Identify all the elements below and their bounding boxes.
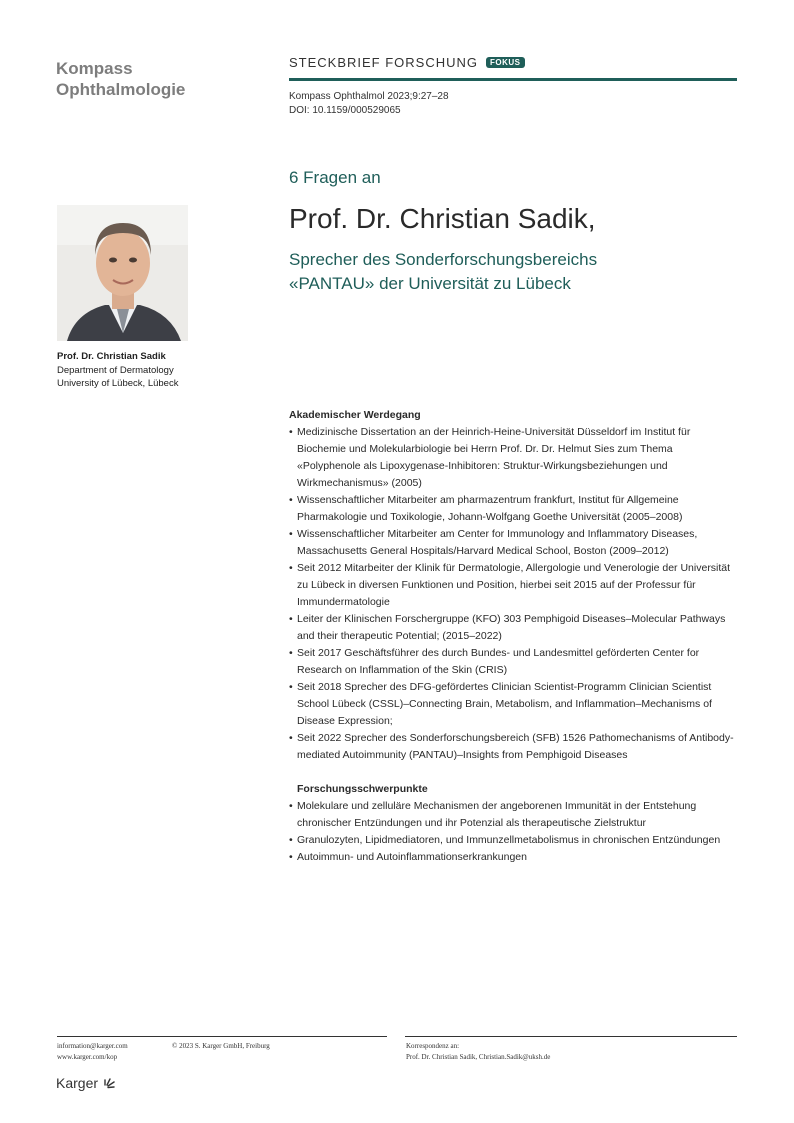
caption-university: University of Lübeck, Lübeck <box>57 378 179 389</box>
portrait-photo <box>57 205 188 341</box>
list-item: • Wissenschaftlicher Mitarbeiter am pharmazentrum frankfurt, Institut für Allgemeine Pharmakologie und Toxikologie, Johann-Wolfgang Goethe Universität (2005–2008) <box>289 492 739 526</box>
list-item: • Seit 2022 Sprecher des Sonderforschungsbereich (SFB) 1526 Pathomechanisms of Antibody-mediated Autoimmunity (PANTAU)–Insights from Pemphigoid Diseases <box>289 730 739 764</box>
list-item: • Molekulare und zelluläre Mechanismen der angeborenen Immunität in der Entstehung chronischer Entzündungen und ihr Potenzial als therapeutische Zielstruktur <box>289 798 739 832</box>
fokus-badge: FOKUS <box>486 57 525 68</box>
footer-copyright: © 2023 S. Karger GmbH, Freiburg <box>172 1042 270 1050</box>
footer-rule-left <box>57 1036 387 1037</box>
doi[interactable]: DOI: 10.1159/000529065 <box>289 105 401 116</box>
research-heading: Forschungsschwerpunkte <box>297 783 428 795</box>
citation-block <box>289 90 449 118</box>
research-list <box>289 798 739 866</box>
footer-contact <box>57 1041 128 1063</box>
article-body <box>289 407 739 866</box>
career-list <box>289 424 739 764</box>
career-heading: Akademischer Werdegang <box>289 409 421 421</box>
list-item: • Seit 2012 Mitarbeiter der Klinik für Dermatologie, Allergologie und Venerologie der Universität zu Lübeck in diversen Funktionen und Position, hierbei seit 2015 auf der Professur für Immundermatologie <box>289 560 739 611</box>
caption-name: Prof. Dr. Christian Sadik <box>57 351 166 362</box>
page-title: Prof. Dr. Christian Sadik, <box>289 203 596 234</box>
list-item: • Wissenschaftlicher Mitarbeiter am Center for Immunology and Inflammatory Diseases, Massachusetts General Hospitals/Harvard Medical School, Boston (2009–2012) <box>289 526 739 560</box>
article-kicker: 6 Fragen an <box>289 168 381 187</box>
section-label: STECKBRIEF FORSCHUNG <box>289 55 479 70</box>
list-item: • Leiter der Klinischen Forschergruppe (KFO) 303 Pemphigoid Diseases–Molecular Pathways and their therapeutic Potential; (2015–2022) <box>289 611 739 645</box>
karger-burst-icon <box>102 1075 116 1089</box>
subtitle-line1: Sprecher des Sonderforschungsbereichs <box>289 250 598 269</box>
list-item: • Granulozyten, Lipidmediatoren, und Immunzellmetabolismus in chronischen Entzündungen <box>289 832 739 849</box>
footer-correspondence <box>406 1041 550 1063</box>
journal-title-line1: Kompass <box>56 59 133 78</box>
article-subtitle <box>289 248 597 296</box>
citation: Kompass Ophthalmol 2023;9:27–28 <box>289 91 449 102</box>
portrait-illustration <box>57 205 188 341</box>
footer-email[interactable]: information@karger.com <box>57 1042 128 1050</box>
section-header <box>289 55 525 70</box>
subtitle-line2: «PANTAU» der Universität zu Lübeck <box>289 274 571 293</box>
list-item: • Seit 2017 Geschäftsführer des durch Bundes- und Landesmittel geförderten Center for Research on Inflammation of the Skin (CRIS) <box>289 645 739 679</box>
correspondence-address[interactable]: Prof. Dr. Christian Sadik, Christian.Sadik@uksh.de <box>406 1053 551 1061</box>
journal-title-line2: Ophthalmologie <box>56 80 186 99</box>
footer-web[interactable]: www.karger.com/kop <box>57 1053 118 1061</box>
list-item: • Autoimmun- und Autoinflammationserkrankungen <box>289 849 739 866</box>
caption-department: Department of Dermatology <box>57 364 174 376</box>
list-item: • Seit 2018 Sprecher des DFG-gefördertes Clinician Scientist-Programm Clinician Scientist School Lübeck (CSSL)–Connecting Brain, Metabolism, and Inflammation–Mechanisms of Disease Expression; <box>289 679 739 730</box>
list-item: • Medizinische Dissertation an der Heinrich-Heine-Universität Düsseldorf im Institut für Biochemie und Molekularbiologie bei Herrn Prof. Dr. Dr. Helmut Sies zum Thema «Polyphenole als Lipoxygenase-Inhibitoren: Struktur-Wirkungsbeziehungen und Wirkmechanismus» (2005) <box>289 424 739 492</box>
photo-caption <box>57 350 178 391</box>
journal-title <box>56 58 185 100</box>
karger-logo <box>56 1075 116 1091</box>
header-rule <box>289 78 737 81</box>
footer-rule-right <box>405 1036 737 1037</box>
karger-wordmark: Karger <box>56 1075 99 1091</box>
correspondence-label: Korrespondenz an: <box>406 1042 460 1050</box>
